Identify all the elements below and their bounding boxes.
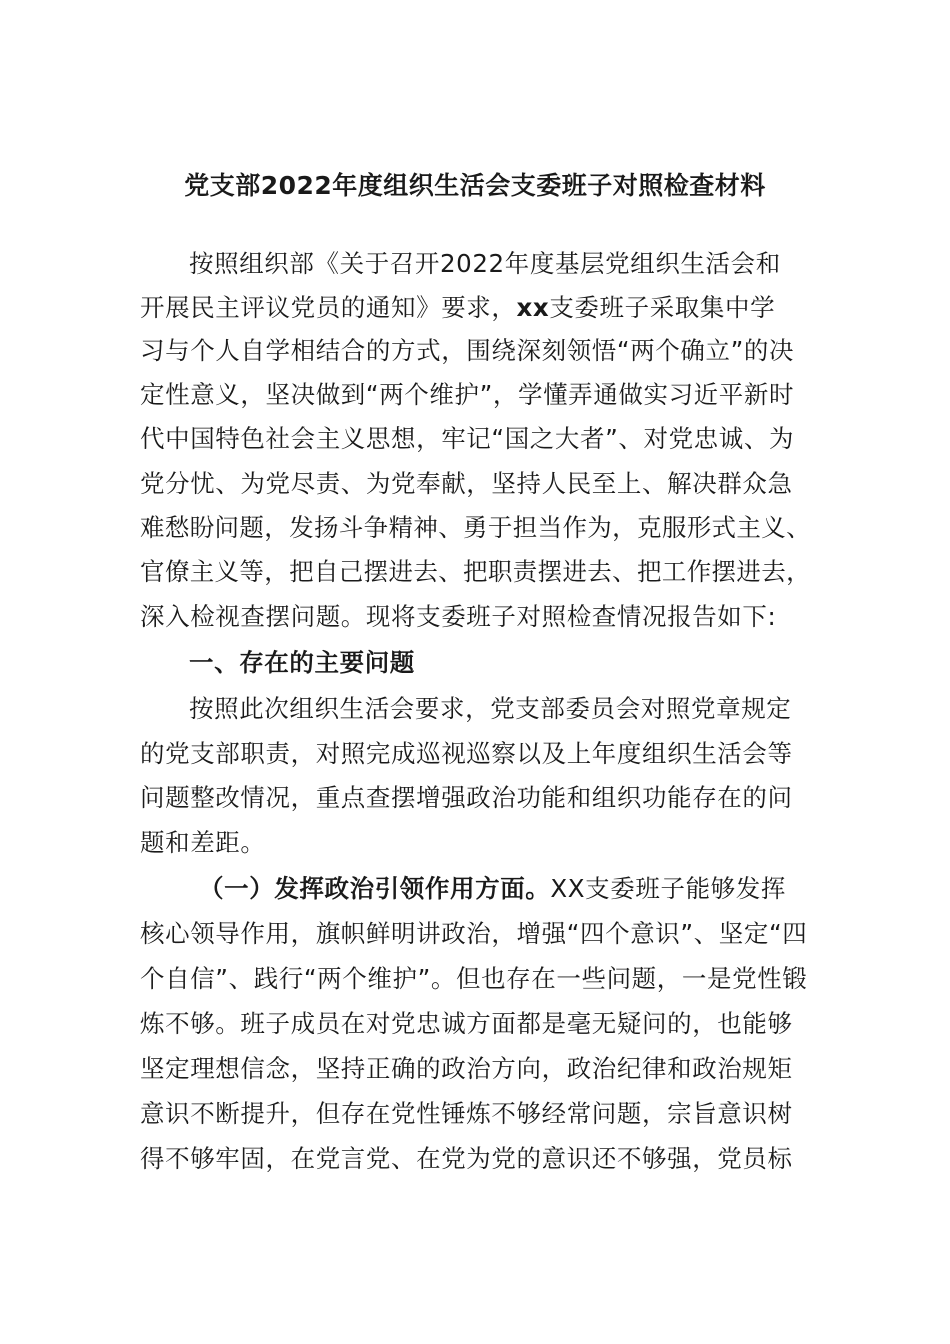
document-title: 党支部2022年度组织生活会支委班子对照检查材料 xyxy=(184,171,766,200)
paragraph-line: 深入检视查摆问题。现将支委班子对照检查情况报告如下: xyxy=(140,602,777,631)
paragraph-line xyxy=(199,869,786,909)
paragraph-line: 习与个人自学相结合的方式，围绕深刻领悟“两个确立”的决 xyxy=(140,336,795,365)
paragraph-text: 开展民主评议党员的通知》要求， xyxy=(140,293,517,322)
paragraph-line: 题和差距。 xyxy=(140,828,266,857)
paragraph-line: 个自信”、践行“两个维护”。但也存在一些问题，一是党性锻 xyxy=(140,964,808,993)
paragraph-text: 支委班子采取集中学 xyxy=(549,293,776,322)
paragraph-line: 定性意义，坚决做到“两个维护”，学懂弄通做实习近平新时 xyxy=(140,380,795,409)
paragraph-text: XX支委班子能够发挥 xyxy=(550,874,786,903)
paragraph-line: 代中国特色社会主义思想，牢记“国之大者”、对党忠诚、为 xyxy=(140,424,795,453)
paragraph-line: 炼不够。班子成员在对党忠诚方面都是毫无疑问的，也能够 xyxy=(140,1009,793,1038)
paragraph-line xyxy=(140,288,775,328)
paragraph-line: 党分忧、为党尽责、为党奉献，坚持人民至上、解决群众急 xyxy=(140,469,793,498)
paragraph-line: 的党支部职责，对照完成巡视巡察以及上年度组织生活会等 xyxy=(140,739,793,768)
org-placeholder: xx xyxy=(516,293,550,322)
paragraph-line: 坚定理想信念，坚持正确的政治方向，政治纪律和政治规矩 xyxy=(140,1054,793,1083)
paragraph-line: 官僚主义等，把自己摆进去、把职责摆进去、把工作摆进去， xyxy=(140,557,811,586)
paragraph-line: 按照此次组织生活会要求，党支部委员会对照党章规定 xyxy=(189,694,792,723)
paragraph-line: 意识不断提升，但存在党性锤炼不够经常问题，宗旨意识树 xyxy=(140,1099,793,1128)
paragraph-line: 按照组织部《关于召开2022年度基层党组织生活会和 xyxy=(189,249,781,278)
paragraph-line: 问题整改情况，重点查摆增强政治功能和组织功能存在的问 xyxy=(140,783,793,812)
paragraph-line: 难愁盼问题，发扬斗争精神、勇于担当作为，克服形式主义、 xyxy=(140,513,811,542)
paragraph-line: 得不够牢固，在党言党、在党为党的意识还不够强，党员标 xyxy=(140,1144,793,1173)
subsection-heading: （一）发挥政治引领作用方面。 xyxy=(199,874,551,903)
section-heading: 一、存在的主要问题 xyxy=(189,648,415,677)
paragraph-line: 核心领导作用，旗帜鲜明讲政治，增强“四个意识”、坚定“四 xyxy=(140,919,808,948)
